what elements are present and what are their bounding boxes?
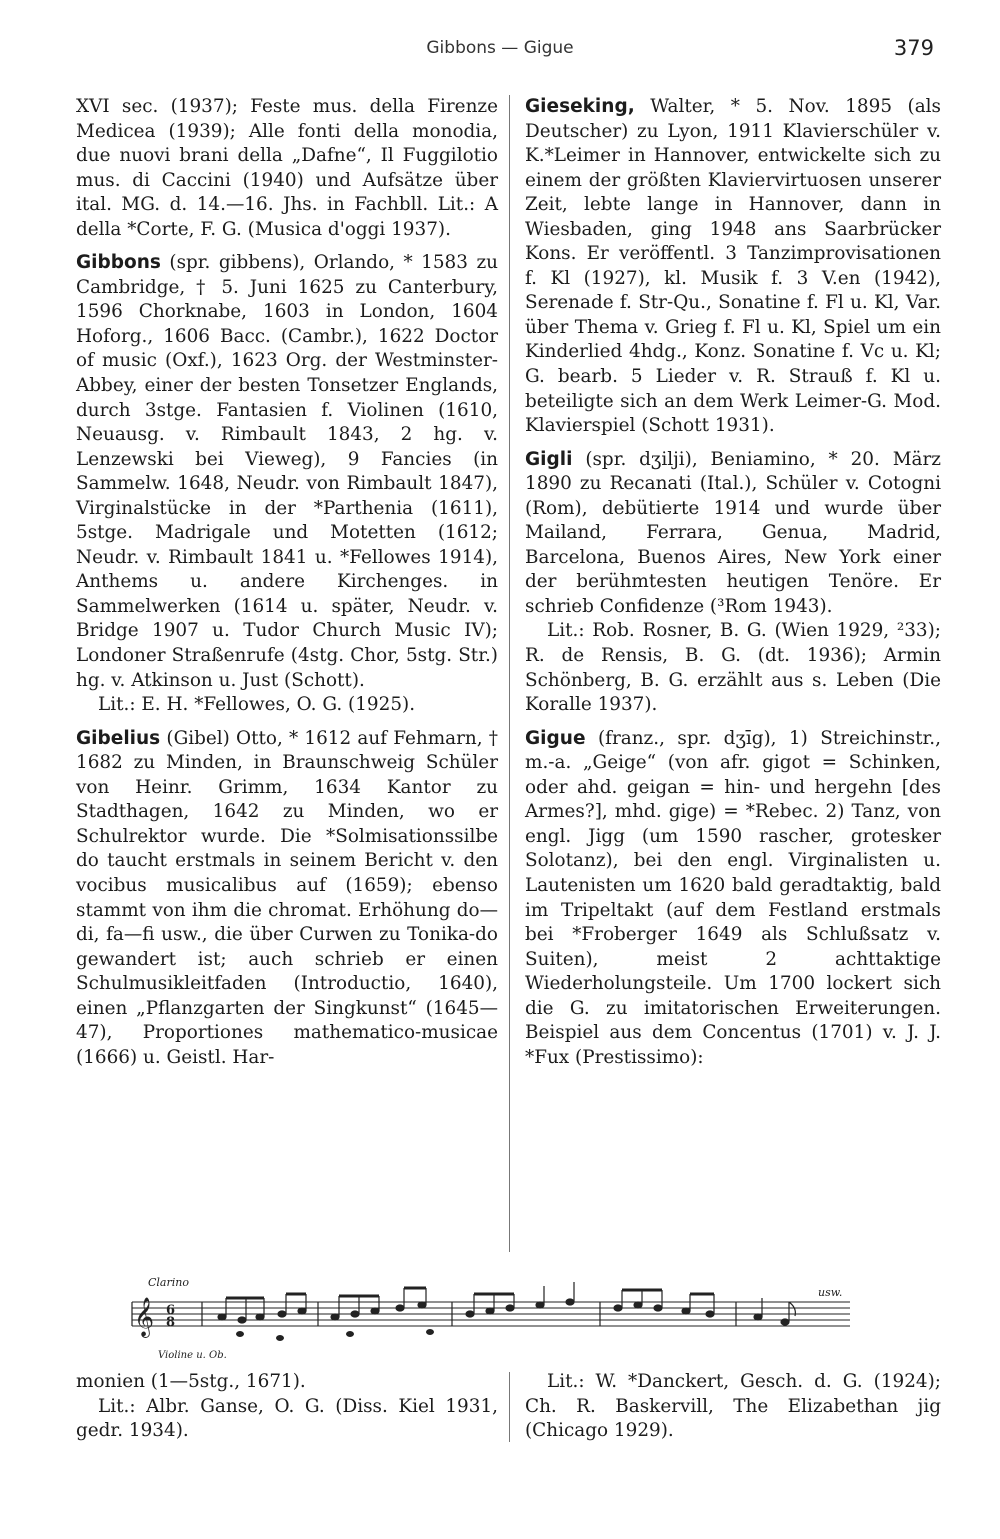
- time-signature-icon: 6: [166, 1303, 176, 1318]
- entry-gibbons: [76, 251, 498, 693]
- gigli-literature: Lit.: Rob. Rosner, B. G. (Wien 1929, ²33); R. de Rensis, B. G. (dt. 1936); Armin Schönberg, B. G. erzählt aus s. Leben (Die Koralle 1937).: [525, 620, 941, 716]
- gibelius-text: (Gibel) Otto, * 1612 auf Fehmarn, † 1682 zu Minden, in Braunschweig Schüler von Heinr. Grimm, 1634 Kantor zu Stadthagen, 1642 zu Minden, wo er Schulrektor wurde. Die *Solmisationssilbe do taucht erstmals in seinem Bericht v. den vocibus musicalibus auf (1659); ebenso stammt von ihm die chromat. Erhöhung do—di, fa—fi usw., die über Curwen zu Tonika-do gewandert ist; auch schrieb er einen Schulmusikleitfaden (Introductio, 1640), einen „Pflanzgarten der Singkunst“ (1645—47), Proportiones mathematico-musicae (1666) u. Geistl. Har-: [76, 727, 498, 1068]
- bottom-right-column: [525, 1370, 941, 1444]
- gibelius-continuation: monien (1—5stg., 1671).: [76, 1371, 306, 1392]
- right-column: [525, 95, 941, 1070]
- page-number: 379: [893, 36, 934, 60]
- bottom-column-divider: [509, 1372, 510, 1442]
- running-title: Gibbons — Gigue: [426, 38, 574, 58]
- headword-gieseking: Gieseking,: [525, 96, 635, 117]
- bottom-left-column: [76, 1370, 498, 1444]
- entry-gieseking: [525, 95, 941, 439]
- clarino-label: Clarino: [148, 1276, 189, 1289]
- della-corte-continuation: XVI sec. (1937); Feste mus. della Firenze Medicea (1939); Alle fonti della monodia, due nuovi brani della „Dafne“, Il Fuggilotio mus. di Caccini (1940) und Aufsätze über ital. MG. d. 14.—16. Jhs. in Fachbll. Lit.: A della *Corte, F. G. (Musica d'oggi 1937).: [76, 96, 498, 240]
- headword-gibbons: Gibbons: [76, 252, 161, 274]
- headword-gigli: Gigli: [525, 448, 573, 470]
- gibbons-literature: Lit.: E. H. *Fellowes, O. G. (1925).: [98, 694, 416, 716]
- gigue-literature: Lit.: W. *Danckert, Gesch. d. G. (1924); Ch. R. Baskervill, The Elizabethan jig (Chicago 1929).: [525, 1371, 941, 1441]
- left-column: [76, 95, 498, 1070]
- gibbons-text: (spr. gibbens), Orlando, * 1583 zu Cambridge, † 5. Juni 1625 zu Canterbury, 1596 Chorknabe, 1603 in London, 1604 Hoforg., 1606 Bacc. (Cambr.), 1622 Doctor of music (Oxf.), 1623 Org. der Westminster-Abbey, einer der besten Tonsetzer Englands, durch 3stge. Fantasien f. Violinen (1610, Neuausg. v. Rimbault 1843, 2 hg. v. Lenzewski bei Vieweg), 9 Fancies (in Sammelw. 1648, Neudr. von Rimbault 1847), Virginalstücke in der *Parthenia (1611), 5stge. Madrigale und Motetten (1612; Neudr. v. Rimbault 1841 u. *Fellowes 1914), Anthems u. andere Kirchenges. in Sammelwerken (1614 u. später, Neudr. v. Bridge 1907 u. Tudor Church Music IV); Londoner Straßenrufe (4stg. Chor, 5stg. Str.) hg. v. Atkinson u. Just (Schott).: [76, 252, 498, 691]
- headword-gigue: Gigue: [525, 727, 586, 749]
- usw-label: usw.: [818, 1286, 843, 1299]
- gieseking-text: Walter, * 5. Nov. 1895 (als Deutscher) zu Lyon, 1911 Klavierschüler v. K.*Leimer in Hannover, entwickelte sich zu einem der größten Klaviervirtuosen unserer Zeit, lebte lange in Hannover, dann in Wiesbaden, ging 1948 ans Saarbrücker Kons. Er veröffentl. 3 Tanzimprovisationen f. Kl (1927), kl. Musik f. 3 V.en (1942), Serenade f. Str-Qu., Sonatine f. Fl u. Kl, Var. über Thema v. Grieg f. Fl u. Kl, Spiel um ein Kinderlied 4hdg., Konz. Sonatine f. Vc u. Kl; G. bearb. 5 Lieder v. R. Strauß f. Kl u. beteiligte sich an dem Werk Leimer-G. Mod. Klavierspiel (Schott 1931).: [525, 96, 941, 437]
- entry-gigue: [525, 727, 941, 1071]
- music-example: [130, 1272, 890, 1362]
- gigue-text: (franz., spr. dʒīg), 1) Streichinstr., m.-a. „Geige“ (von afr. gigot = Schinken, oder ahd. geigan = hin- und hergehn [des Armes?], mhd. gige) = *Rebec. 2) Tanz, von engl. Jigg (um 1590 rascher, grotesker Solotanz), bei den engl. Virginalisten u. Lautenisten um 1620 bald geradtaktig, bald im Tripeltakt (auf dem Festland erstmals bei *Froberger 1649 als Schlußsatz v. Suiten), meist 2 achttaktige Wiederholungsteile. Um 1700 lockert sich die G. zu imitatorischen Erweiterungen. Beispiel aus dem Concentus (1701) v. J. J. *Fux (Prestissimo):: [525, 727, 941, 1068]
- violine-label: Violine u. Ob.: [158, 1350, 227, 1361]
- running-head: [0, 38, 1000, 68]
- column-divider: [509, 95, 510, 1252]
- headword-gibelius: Gibelius: [76, 727, 161, 749]
- entry-gigli: [525, 448, 941, 620]
- notes: [218, 1282, 795, 1325]
- time-signature-bottom-icon: 8: [166, 1315, 176, 1330]
- entry-gibelius: [76, 727, 498, 1071]
- treble-clef-icon: 𝄞: [134, 1297, 155, 1337]
- gibelius-literature: Lit.: Albr. Ganse, O. G. (Diss. Kiel 1931, gedr. 1934).: [76, 1395, 498, 1441]
- gigli-text: (spr. dʒilji), Beniamino, * 20. März 1890 zu Recanati (Ital.), Schüler v. Cotogni (Rom), debütierte 1914 und wurde über Mailand, Ferrara, Genua, Madrid, Barcelona, Buenos Aires, New York einer der berühmtesten heutigen Tenöre. Er schrieb Confidenze (³Rom 1943).: [525, 448, 941, 617]
- lower-voice: [237, 1330, 434, 1341]
